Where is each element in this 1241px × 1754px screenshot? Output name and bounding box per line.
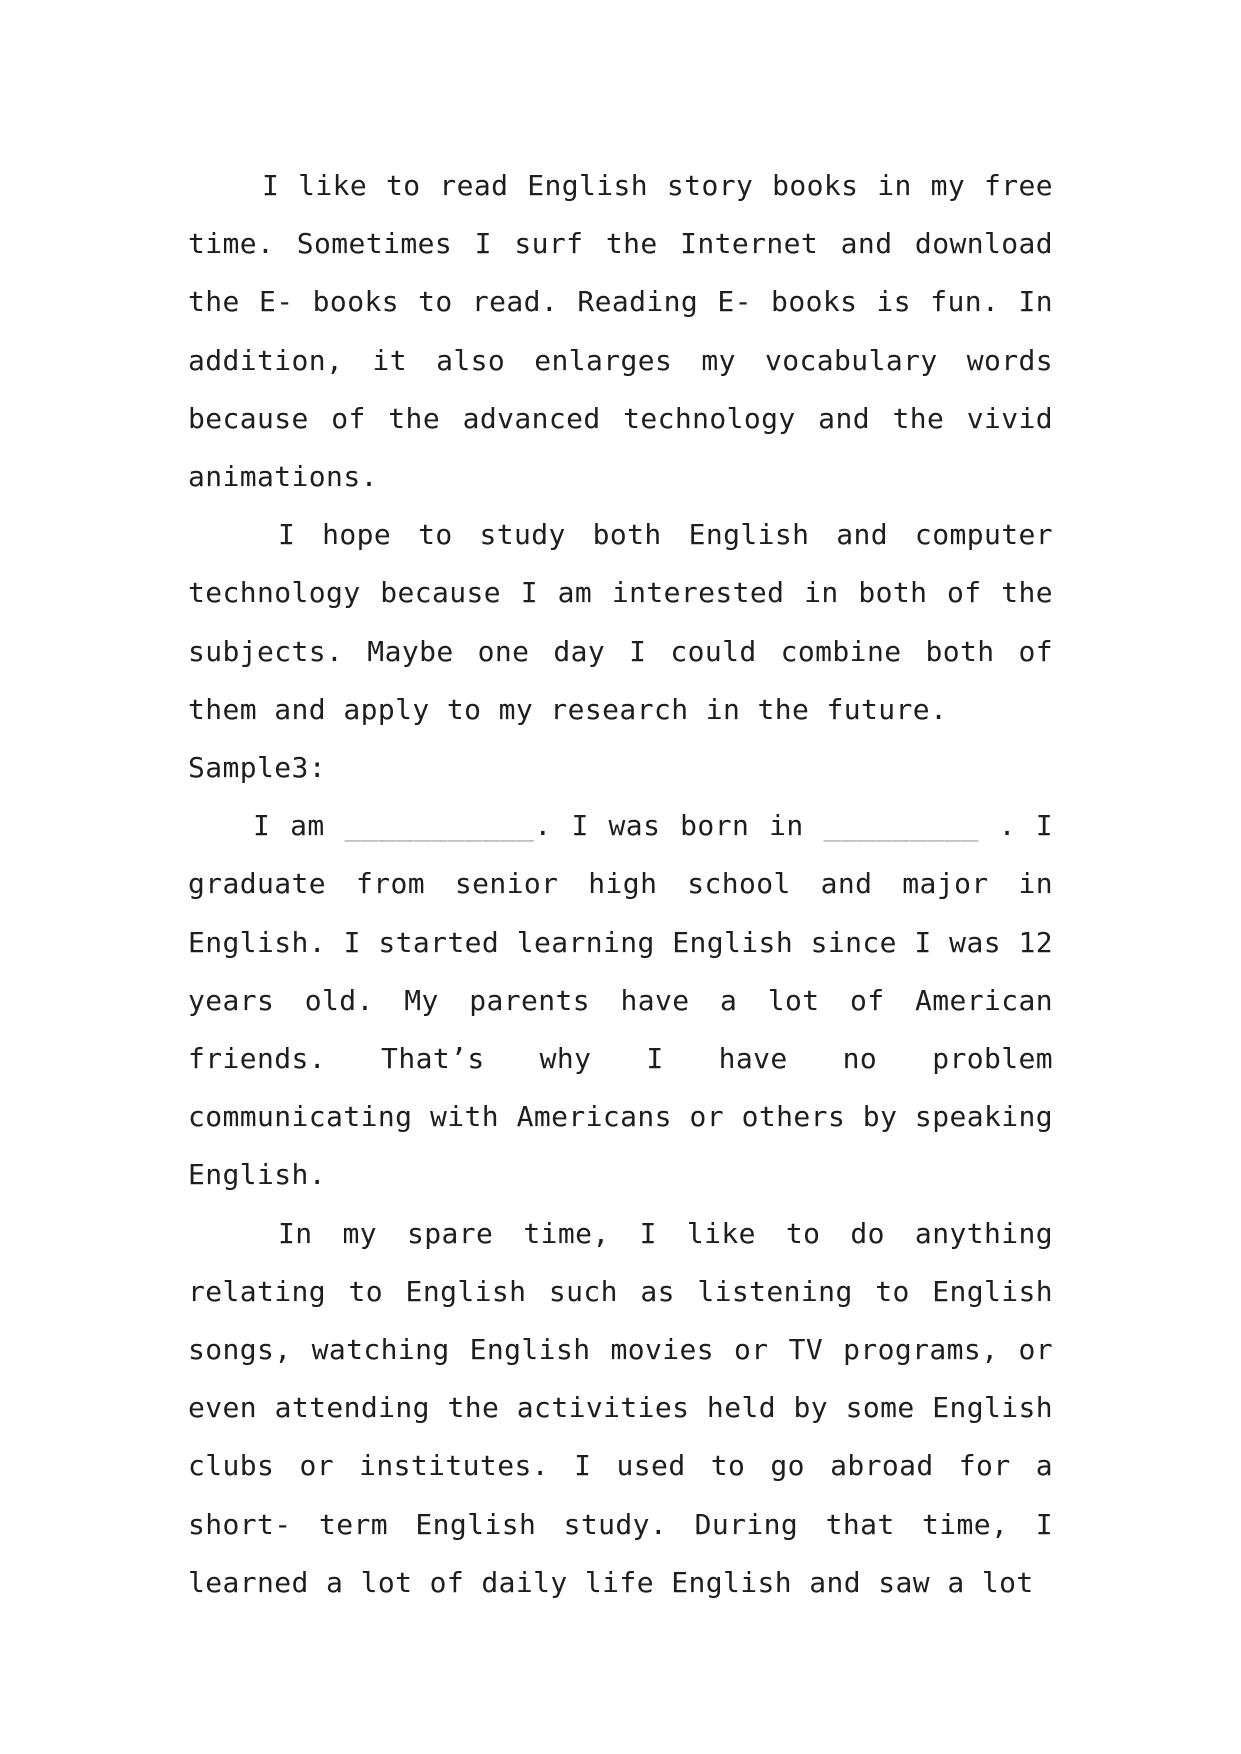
name-blank: ___________ [344, 809, 535, 843]
intro-prefix: I am [253, 809, 345, 843]
paragraph-self-introduction [188, 797, 1053, 1204]
document-body [188, 157, 1053, 1612]
paragraph-reading: I like to read English story books in my free time. Sometimes I surf the Internet and download the E- books to read. Reading E- books is fun. In addition, it also enlarges my vocabulary words because of the advanced technology and the vivid animations. [188, 169, 1053, 494]
paragraph-study-plans: I hope to study both English and computer technology because I am interested in both of the subjects. Maybe one day I could combine both of them and apply to my research in the future. [188, 518, 1053, 726]
birthplace-blank: _________ [823, 809, 979, 843]
paragraph-spare-time: In my spare time, I like to do anything relating to English such as listening to English songs, watching English movies or TV programs, or even attending the activities held by some English clubs or institutes. I used to go abroad for a short- term English study. During that time, I learned a lot of daily life English and saw a lot [188, 1216, 1053, 1599]
intro-middle: . I was born in [534, 809, 824, 843]
sample-heading: Sample3: [188, 751, 327, 785]
intro-suffix: . I graduate from senior high school and major in English. I started learning English since I was 12 years old. My parents have a lot of American friends. That’s why I have no problem communicating with Americans or others by speaking English. [188, 809, 1053, 1192]
